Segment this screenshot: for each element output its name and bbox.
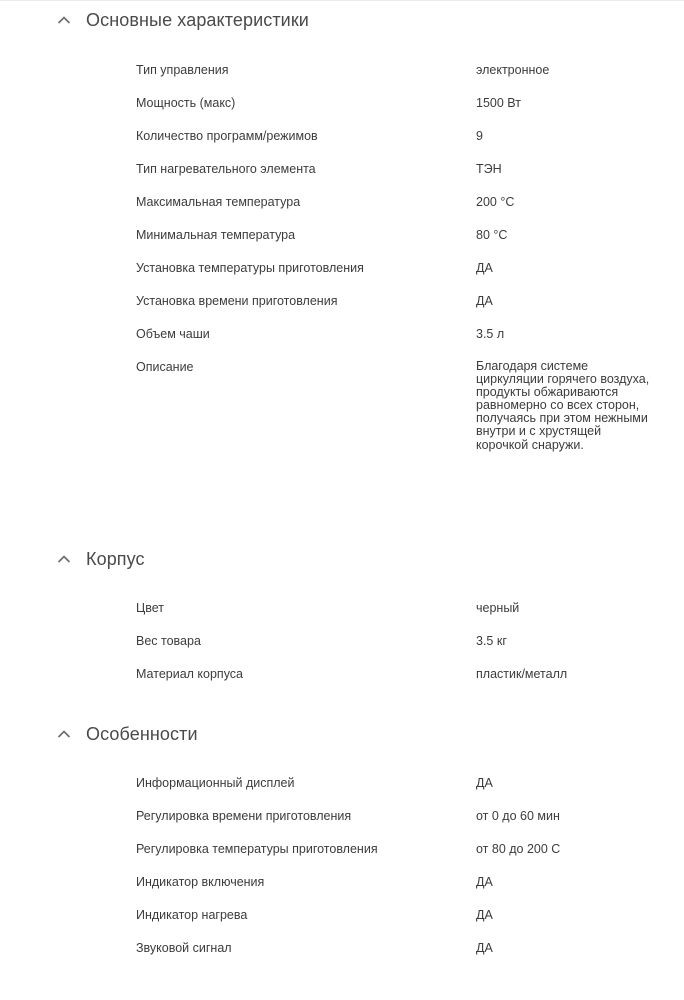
spec-value: ДА	[476, 294, 493, 308]
spec-value: 200 °С	[476, 195, 515, 209]
spec-value: 3.5 кг	[476, 634, 507, 648]
spec-label: Тип нагревательного элемента	[136, 162, 316, 176]
spec-label: Количество программ/режимов	[136, 129, 318, 143]
spec-label: Информационный дисплей	[136, 776, 295, 790]
section-main-specs	[0, 7, 684, 507]
spec-label: Индикатор нагрева	[136, 908, 248, 922]
chevron-up-icon	[56, 12, 72, 28]
spec-label: Объем чаши	[136, 327, 210, 341]
chevron-up-icon	[56, 551, 72, 567]
spec-value: ДА	[476, 875, 493, 889]
spec-value: ДА	[476, 908, 493, 922]
spec-value: пластик/металл	[476, 667, 568, 681]
spec-value: 1500 Вт	[476, 96, 521, 110]
spec-label: Регулировка температуры приготовления	[136, 842, 378, 856]
spec-label: Установка времени приготовления	[136, 294, 338, 308]
spec-value: электронное	[476, 63, 550, 77]
section-title: Корпус	[86, 548, 145, 569]
spec-label: Мощность (макс)	[136, 96, 236, 110]
spec-label: Звуковой сигнал	[136, 941, 232, 955]
section-title: Особенности	[86, 723, 198, 744]
section-title: Основные характеристики	[86, 9, 309, 30]
spec-value: от 0 до 60 мин	[476, 809, 560, 823]
section-header-body[interactable]	[56, 546, 145, 572]
spec-label: Тип управления	[136, 63, 229, 77]
chevron-up-icon	[56, 726, 72, 742]
section-header-main-specs[interactable]	[56, 7, 309, 33]
spec-value: ТЭН	[476, 162, 502, 176]
top-divider	[0, 0, 684, 1]
spec-label: Цвет	[136, 601, 165, 615]
spec-label: Вес товара	[136, 634, 201, 648]
spec-label: Материал корпуса	[136, 667, 244, 681]
spec-label: Описание	[136, 360, 194, 374]
spec-value-description: Благодаря системе циркуляции горячего воздуха, продукты обжариваются равномерно со всех сторон, получаясь при этом нежными внутри и с хрустящей корочкой снаружи.	[476, 359, 650, 452]
spec-value: ДА	[476, 941, 493, 955]
spec-value: 3.5 л	[476, 327, 505, 341]
spec-value: ДА	[476, 776, 493, 790]
spec-label: Максимальная температура	[136, 195, 301, 209]
spec-label: Установка температуры приготовления	[136, 261, 364, 275]
spec-label: Минимальная температура	[136, 228, 296, 242]
section-header-features[interactable]	[56, 721, 198, 747]
spec-label: Индикатор включения	[136, 875, 265, 889]
spec-value: 80 °С	[476, 228, 508, 242]
spec-value: черный	[476, 601, 520, 615]
spec-label: Регулировка времени приготовления	[136, 809, 352, 823]
spec-value: от 80 до 200 С	[476, 842, 561, 856]
section-body	[0, 546, 684, 696]
section-features	[0, 721, 684, 971]
spec-value: 9	[476, 129, 483, 143]
spec-value: ДА	[476, 261, 493, 275]
